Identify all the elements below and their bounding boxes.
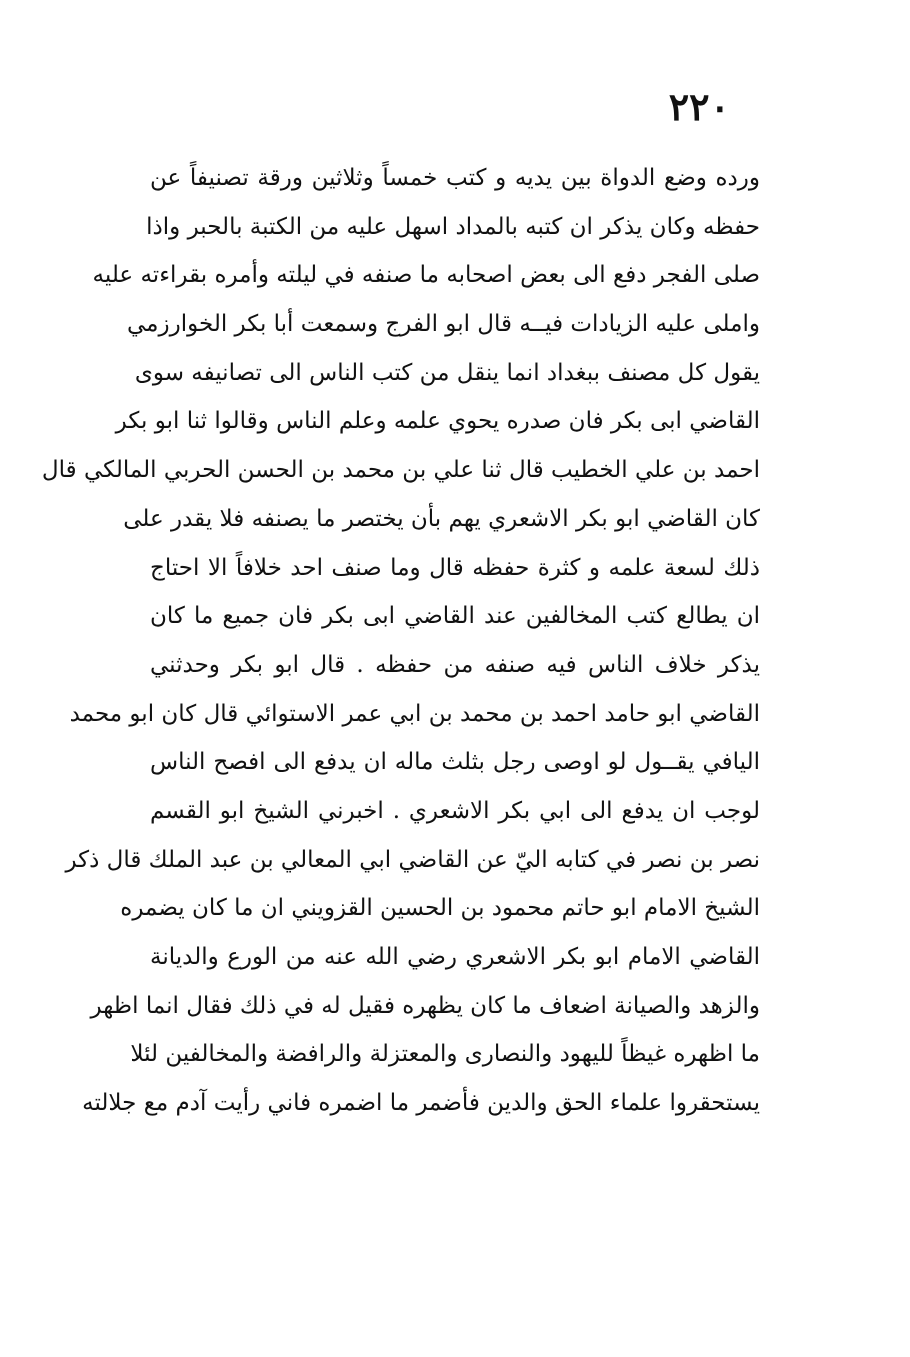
text-line: الشيخ الامام ابو حاتم محمود بن الحسين القزويني ان ما كان يضمره bbox=[120, 895, 760, 922]
text-line: لوجب ان يدفع الى ابي بكر الاشعري . اخبرني الشيخ ابو القسم bbox=[150, 797, 760, 824]
text-line: صلى الفجر دفع الى بعض اصحابه ما صنفه في ليلته وأمره بقراءته عليه bbox=[92, 262, 760, 289]
text-line: ورده وضع الدواة بين يديه و كتب خمساً وثلاثين ورقة تصنيفاً عن bbox=[150, 165, 760, 191]
text-line: نصر بن نصر في كتابه اليّ عن القاضي ابي المعالي بن عبد الملك قال ذكر bbox=[65, 846, 760, 873]
text-line: ذلك لسعة علمه و كثرة حفظه قال وما صنف احد خلافاً الا احتاج bbox=[150, 554, 760, 581]
text-line: ما اظهره غيظاً لليهود والنصارى والمعتزلة والرافضة والمخالفين لئلا bbox=[130, 1041, 760, 1068]
text-line: القاضي الامام ابو بكر الاشعري رضي الله عنه من الورع والديانة bbox=[150, 944, 760, 970]
text-line: اليافي يقــول لو اوصى رجل بثلث ماله ان يدفع الى افصح الناس bbox=[150, 749, 760, 776]
text-line: احمد بن علي الخطيب قال ثنا علي بن محمد بن الحسن الحربي المالكي قال bbox=[41, 457, 760, 484]
text-line: حفظه وكان يذكر ان كتبه بالمداد اسهل عليه من الكتبة بالحبر واذا bbox=[146, 213, 760, 240]
text-line: والزهد والصيانة اضعاف ما كان يظهره فقيل له في ذلك فقال انما اظهر bbox=[90, 992, 760, 1019]
text-line: كان القاضي ابو بكر الاشعري يهم بأن يختصر ما يصنفه فلا يقدر على bbox=[123, 505, 760, 532]
body-text bbox=[41, 154, 760, 1128]
text-line: القاضي ابى بكر فان صدره يحوي علمه وعلم الناس وقالوا ثنا ابو بكر bbox=[115, 408, 760, 435]
text-line: يستحقروا علماء الحق والدين فأضمر ما اضمره فاني رأيت آدم مع جلالته bbox=[82, 1090, 760, 1117]
page-number: ٢٢٠ bbox=[668, 84, 730, 129]
text-line: القاضي ابو حامد احمد بن محمد بن ابي عمر الاستوائي قال كان ابو محمد bbox=[69, 700, 760, 727]
text-line: واملى عليه الزيادات فيــه قال ابو الفرج وسمعت أبا بكر الخوارزمي bbox=[127, 311, 760, 338]
text-line: يذكر خلاف الناس فيه صنفه من حفظه . قال ابو بكر وحدثني bbox=[150, 651, 760, 678]
text-line: ان يطالع كتب المخالفين عند القاضي ابى بكر فان جميع ما كان bbox=[150, 603, 760, 630]
text-line: يقول كل مصنف ببغداد انما ينقل من كتب الناس الى تصانيفه سوى bbox=[134, 359, 760, 386]
